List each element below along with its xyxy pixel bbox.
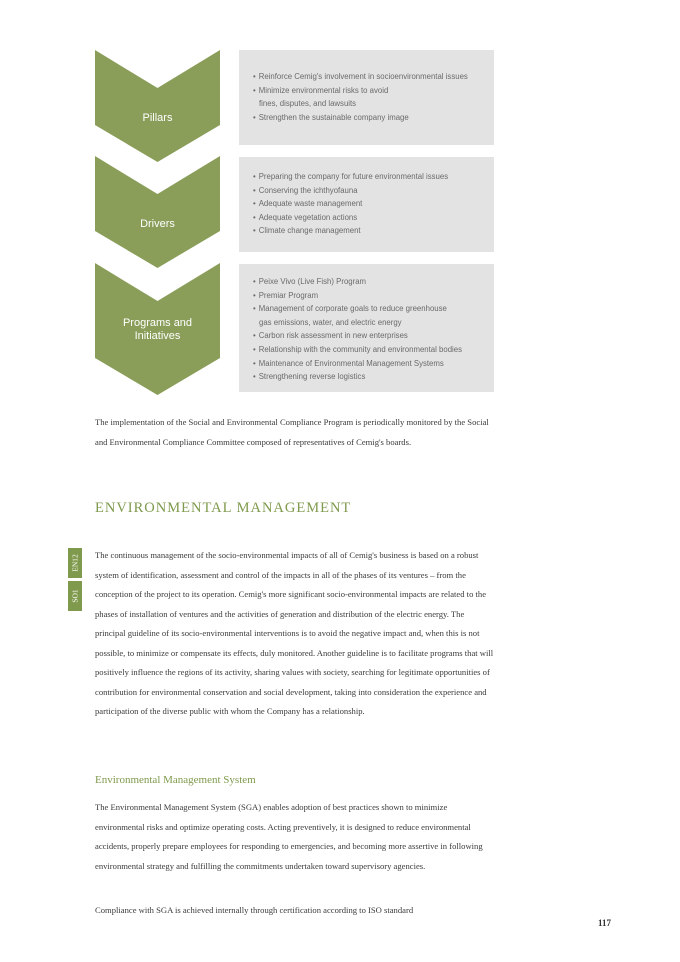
drivers-label: Drivers	[140, 218, 175, 230]
list-item: • Preparing the company for future environmental issues	[253, 170, 484, 184]
list-item: • Premiar Program	[253, 289, 484, 303]
gri-tag-en12: EN12	[68, 548, 82, 578]
gri-side-tags	[68, 548, 82, 614]
list-item: • Climate change management	[253, 224, 484, 238]
pillars-label: Pillars	[142, 112, 173, 124]
list-item: • Maintenance of Environmental Management Systems	[253, 357, 484, 371]
gri-tag-so1: SO1	[68, 581, 82, 611]
list-item: • Relationship with the community and environmental bodies	[253, 343, 484, 357]
list-item: • Management of corporate goals to reduce greenhouse gas emissions, water, and electric energy	[253, 302, 484, 329]
page-number: 117	[598, 918, 612, 928]
programs-box	[239, 264, 494, 392]
section-paragraph: The continuous management of the socio-environmental impacts of all of Cemig's business is based on a robust system of identification, assessment and control of the impacts in all of the phases of its ventures – from the conception of the project to its operation. Cemig's more significant socio-environmental impacts are related to the phases of installation of ventures and the activities of generation and distribution of the electric energy. The principal guideline of its socio-environmental interventions is to avoid the negative impact and, when this is not possible, to minimize or compensate its effects, duly monitored. Another guideline is to facilitate programs that will positively influence the regions of its activity, sharing values with society, searching for legitimate opportunities of contribution for environmental conservation and social development, taking into consideration the experience and participation of the diverse public with whom the Company has a relationship.	[95, 550, 494, 716]
closing-paragraph: Compliance with SGA is achieved internally through certification according to ISO standard	[95, 905, 414, 915]
list-item: • Reinforce Cemig's involvement in socioenvironmental issues	[253, 70, 484, 84]
list-item: • Adequate waste management	[253, 197, 484, 211]
pillars-chevron	[95, 50, 220, 162]
ems-paragraph: The Environmental Management System (SGA) enables adoption of best practices shown to minimize environmental risks and optimize operating costs. Acting preventively, it is designed to reduce environmental accidents, properly prepare employees for responding to emergencies, and becoming more assertive in following environmental strategy and fulfilling the commitments undertaken toward supervisory agencies.	[95, 802, 483, 871]
drivers-chevron	[95, 156, 220, 268]
pillars-box	[239, 50, 494, 145]
list-item: • Adequate vegetation actions	[253, 211, 484, 225]
list-item: • Peixe Vivo (Live Fish) Program	[253, 275, 484, 289]
section-heading: ENVIRONMENTAL MANAGEMENT	[95, 500, 352, 516]
list-item: • Carbon risk assessment in new enterprises	[253, 329, 484, 343]
programs-label: Programs and Initiatives	[122, 317, 193, 342]
drivers-box	[239, 157, 494, 252]
list-item: • Minimize environmental risks to avoid fines, disputes, and lawsuits	[253, 84, 484, 111]
list-item: • Strengthening reverse logistics	[253, 370, 484, 384]
list-item: • Conserving the ichthyofauna	[253, 184, 484, 198]
subheading: Environmental Management System	[95, 774, 256, 786]
intro-paragraph: The implementation of the Social and Environmental Compliance Program is periodically monitored by the Social and Environmental Compliance Committee composed of representatives of Cemig's boards.	[95, 417, 489, 447]
list-item: • Strengthen the sustainable company image	[253, 111, 484, 125]
pillars-drivers-programs-diagram	[95, 50, 495, 395]
